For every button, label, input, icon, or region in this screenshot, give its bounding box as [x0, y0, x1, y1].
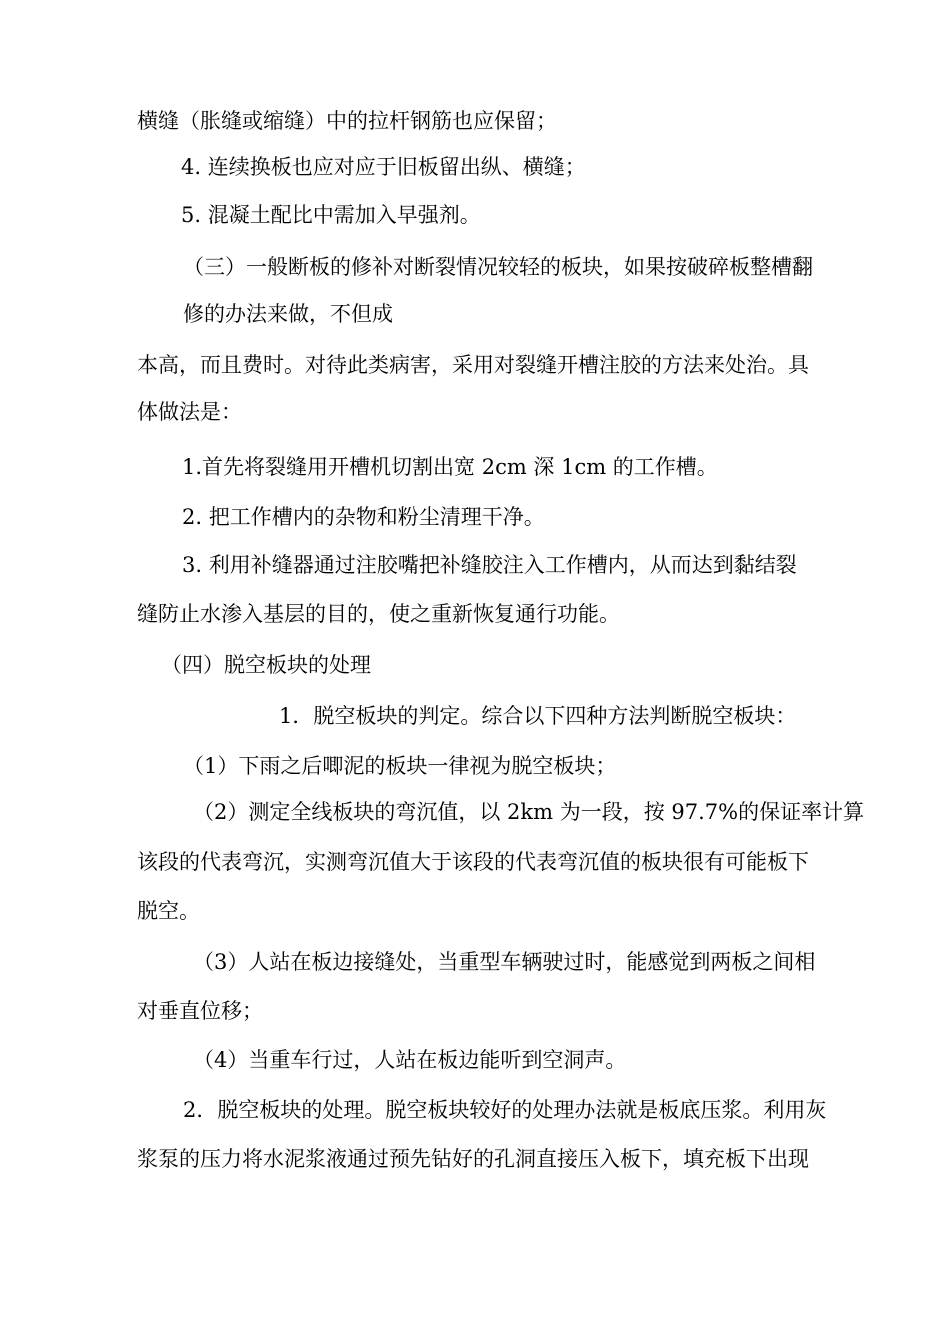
text-line: 对垂直位移；	[137, 999, 263, 1023]
text-line: 修的办法来做，不但成	[183, 302, 393, 326]
text-line: 体做法是：	[137, 400, 242, 424]
section-heading: （四）脱空板块的处理	[161, 653, 371, 677]
text-line: 1．脱空板块的判定。综合以下四种方法判断脱空板块：	[279, 704, 797, 728]
text-line: 2. 把工作槽内的杂物和粉尘清理干净。	[182, 505, 545, 529]
text-line: 1.首先将裂缝用开槽机切割出宽 2cm 深 1cm 的工作槽。	[182, 455, 718, 479]
text-line: （2）测定全线板块的弯沉值，以 2km 为一段，按 97.7%的保证率计算	[193, 800, 865, 824]
text-line: 横缝（胀缝或缩缝）中的拉杆钢筋也应保留；	[137, 109, 557, 133]
text-line: （4）当重车行过，人站在板边能听到空洞声。	[193, 1048, 627, 1072]
text-line: 5. 混凝土配比中需加入早强剂。	[181, 203, 481, 227]
text-line: 本高，而且费时。对待此类病害，采用对裂缝开槽注胶的方法来处治。具	[137, 353, 809, 377]
text-line: （3）人站在板边接缝处，当重型车辆驶过时，能感觉到两板之间相	[193, 950, 816, 974]
text-line: （1）下雨之后唧泥的板块一律视为脱空板块；	[183, 754, 617, 778]
text-line: 3. 利用补缝器通过注胶嘴把补缝胶注入工作槽内，从而达到黏结裂	[182, 553, 797, 577]
text-line: （三）一般断板的修补对断裂情况较轻的板块，如果按破碎板整槽翻	[183, 255, 813, 279]
text-line: 该段的代表弯沉，实测弯沉值大于该段的代表弯沉值的板块很有可能板下	[137, 850, 809, 874]
text-line: 脱空。	[137, 899, 200, 923]
text-line: 4. 连续换板也应对应于旧板留出纵、横缝；	[181, 155, 586, 179]
text-line: 浆泵的压力将水泥浆液通过预先钻好的孔洞直接压入板下，填充板下出现	[137, 1147, 809, 1171]
text-line: 2．脱空板块的处理。脱空板块较好的处理办法就是板底压浆。利用灰	[183, 1098, 827, 1122]
text-line: 缝防止水渗入基层的目的，使之重新恢复通行功能。	[137, 602, 620, 626]
